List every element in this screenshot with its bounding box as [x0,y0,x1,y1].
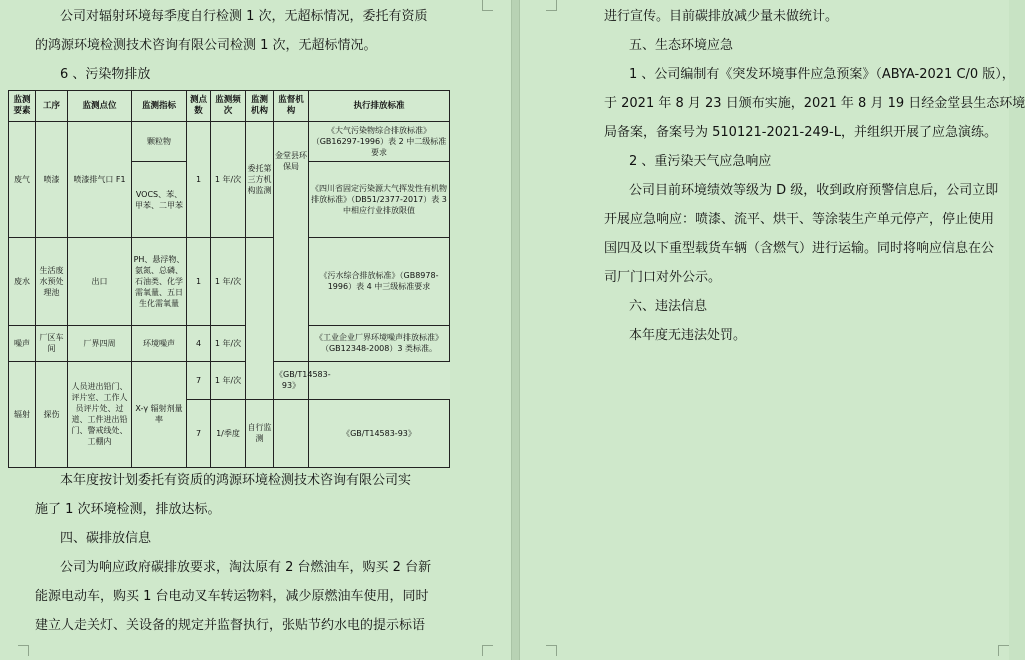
right-page [520,0,1025,660]
page-corner-mark [998,645,1009,656]
paragraph-plan-line1: 1 、公司编制有《突发环境事件应急预案》（ABYA-2021 C/0 版）， [629,67,1015,82]
cell-indicator-gas-1: 颗粒物 [132,122,187,162]
page-corner-mark [18,645,29,656]
cell-process-radiation: 探伤 [36,361,68,467]
paragraph-response-line1: 公司目前环境绩效等级为 D 级，收到政府预警信息后，公司立即 [629,183,999,198]
heading-heavy-pollution: 2 、重污染天气应急响应 [629,154,772,169]
cell-factor-radiation: 辐射 [9,361,36,467]
header-agency: 监测机构 [246,91,274,122]
cell-standard-radiation-2: 《GB/T14583-93》 [309,399,450,467]
cell-indicator-radiation: X-γ 辐射剂量率 [132,361,187,467]
cell-point-radiation: 人员进出铅门、评片室、工作人员评片处、过道、工件进出铅门、警戒线处、工棚内 [68,361,132,467]
cell-agency-empty [246,238,274,399]
heading-emergency: 五、生态环境应急 [629,38,734,53]
paragraph-response-line2: 开展应急响应：喷漆、流平、烘干、等涂装生产单元停产，停止使用 [604,212,995,227]
heading-violations: 六、违法信息 [629,299,708,314]
paragraph-radiation-monitoring-line2: 的鸿源环境检测技术咨询有限公司检测 1 次，无超标情况。 [35,38,377,53]
table-row [9,325,450,361]
header-supervisor: 监督机构 [274,91,309,122]
page-corner-mark [546,0,557,11]
cell-standard-gas-2: 《四川省固定污染源大气挥发性有机物排放标准》（DB51/2377-2017）表 3 中相应行业排放限值 [309,162,450,238]
cell-standard-radiation-1: 《GB/T14583-93》 [274,361,309,399]
cell-freq-radiation-2: 1/季度 [211,399,246,467]
page-corner-mark [546,645,557,656]
paragraph-plan-line2: 于 2021 年 8 月 23 日颁布实施，2021 年 8 月 19 日经金堂县生态环境 [604,96,1025,111]
left-page [0,0,511,660]
paragraph-carbon-continued: 进行宣传。目前碳排放减少量未做统计。 [604,9,839,24]
cell-freq-gas: 1 年/次 [211,122,246,238]
paragraph-response-line4: 司厂门口对外公示。 [604,270,722,285]
cell-point-water: 出口 [68,238,132,325]
cell-freq-radiation-1: 1 年/次 [211,361,246,399]
cell-indicator-gas-2: VOCS、苯、甲苯、二甲苯 [132,162,187,238]
paragraph-plan-line3: 局备案，备案号为 510121-2021-249-L，并组织开展了应急演练。 [604,125,997,140]
cell-factor-noise: 噪声 [9,325,36,361]
page-corner-mark [482,645,493,656]
cell-standard-noise: 《工业企业厂界环境噪声排放标准》（GB12348-2008）3 类标准。 [309,325,450,361]
cell-count-water: 1 [187,238,211,325]
paragraph-response-line3: 国四及以下重型载货车辆（含燃气）进行运输。同时将响应信息在公 [604,241,995,256]
cell-process-gas: 喷漆 [36,122,68,238]
page-corner-mark [482,0,493,11]
cell-supervisor: 金堂县环保局 [274,122,309,362]
header-factor: 监测要素 [9,91,36,122]
paragraph-carbon-line3: 建立人走关灯、关设备的规定并监督执行，张贴节约水电的提示标语 [35,618,426,633]
header-standard: 执行排放标准 [309,91,450,122]
paragraph-no-violations: 本年度无违法处罚。 [629,328,747,343]
cell-standard-water: 《污水综合排放标准》（GB8978-1996）表 4 中三级标准要求 [309,238,450,325]
cell-factor-water: 废水 [9,238,36,325]
table-row [9,238,450,325]
paragraph-carbon-line1: 公司为响应政府碳排放要求，淘汰原有 2 台燃油车，购买 2 台新 [60,560,432,575]
cell-count-gas: 1 [187,122,211,238]
heading-carbon-emission: 四、碳排放信息 [60,531,152,546]
cell-count-noise: 4 [187,325,211,361]
header-indicator: 监测指标 [132,91,187,122]
header-frequency: 监测频次 [211,91,246,122]
table-row [9,361,450,399]
cell-count-radiation-2: 7 [187,399,211,467]
table-header-row [9,91,450,122]
paragraph-radiation-monitoring-line1: 公司对辐射环境每季度自行检测 1 次，无超标情况，委托有资质 [60,9,428,24]
cell-indicator-noise: 环境噪声 [132,325,187,361]
paragraph-carbon-line2: 能源电动车，购买 1 台电动叉车转运物料，减少原燃油车使用，同时 [35,589,429,604]
cell-count-radiation-1: 7 [187,361,211,399]
cell-freq-noise: 1 年/次 [211,325,246,361]
cell-factor-gas: 废气 [9,122,36,238]
cell-process-water: 生活废水预处理池 [36,238,68,325]
header-count: 测点数 [187,91,211,122]
pollutant-monitoring-table [8,90,450,468]
cell-point-noise: 厂界四周 [68,325,132,361]
table-row [9,122,450,162]
cell-freq-water: 1 年/次 [211,238,246,325]
paragraph-annual-testing-line2: 施了 1 次环境检测，排放达标。 [35,502,221,517]
header-process: 工序 [36,91,68,122]
cell-supervisor-empty [274,399,309,467]
page-gutter [511,0,520,660]
paragraph-annual-testing-line1: 本年度按计划委托有资质的鸿源环境检测技术咨询有限公司实 [60,473,412,488]
cell-process-noise: 厂区车间 [36,325,68,361]
cell-point-gas: 喷漆排气口 F1 [68,122,132,238]
cell-agency-radiation-2: 自行监测 [246,399,274,467]
header-point: 监测点位 [68,91,132,122]
cell-standard-gas-1: 《大气污染物综合排放标准》（GB16297-1996）表 2 中二级标准要求 [309,122,450,162]
cell-indicator-water: PH、悬浮物、氨氮、总磷、石油类、化学需氧量、五日生化需氧量 [132,238,187,325]
heading-pollutant-discharge: 6 、污染物排放 [60,67,151,82]
cell-agency-gas: 委托第三方机构监测 [246,122,274,238]
